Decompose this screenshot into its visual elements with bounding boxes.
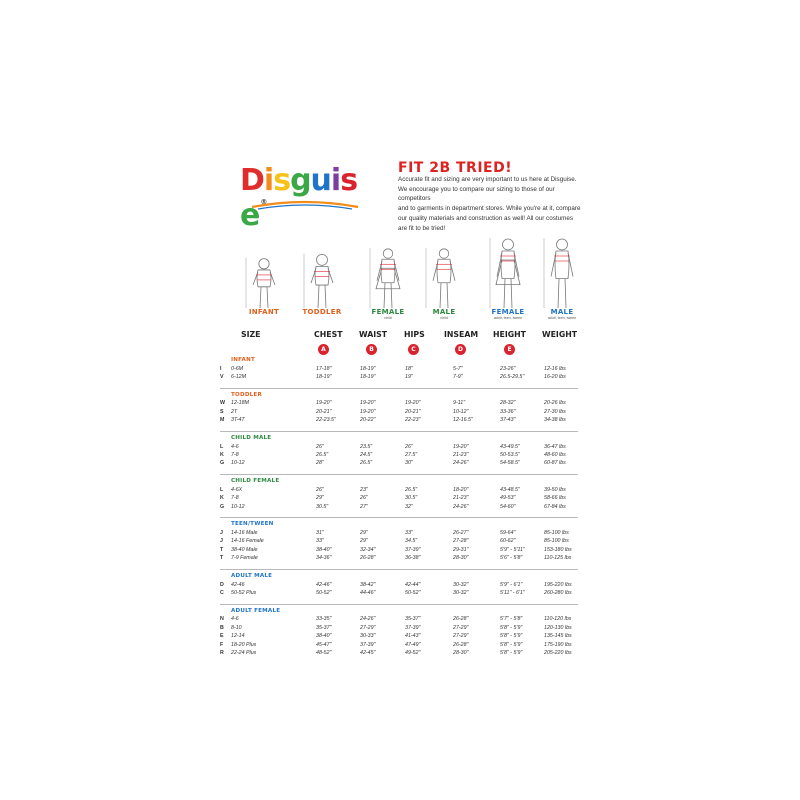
cell-hips: 34.5" <box>405 538 418 545</box>
cell-weight: 27-30 lbs <box>544 408 566 415</box>
section-divider <box>220 517 578 518</box>
measurement-badge: E <box>504 344 515 355</box>
size-code: F <box>220 641 224 648</box>
cell-hips: 41-43" <box>405 633 421 640</box>
figure-male <box>416 238 472 320</box>
size-code: I <box>220 365 222 372</box>
cell-inseam: 26-28" <box>453 641 469 648</box>
size-code: T <box>220 546 224 553</box>
cell-size: 0-6M <box>231 365 244 372</box>
cell-chest: 26" <box>316 486 324 493</box>
cell-inseam: 24-26" <box>453 503 469 510</box>
fit-intro-line: Accurate fit and sizing are very important to us here at Disguise. <box>398 176 577 183</box>
section-title: CHILD MALE <box>231 435 272 441</box>
cell-waist: 19-20" <box>360 408 376 415</box>
cell-waist: 18-19" <box>360 373 376 380</box>
cell-waist: 27" <box>360 503 368 510</box>
cell-waist: 37-39" <box>360 641 376 648</box>
cell-weight: 39-50 lbs <box>544 486 566 493</box>
cell-chest: 38-40" <box>316 546 332 553</box>
section-title: TEEN/TWEEN <box>231 521 274 528</box>
cell-inseam: 12-16.5" <box>453 417 473 424</box>
cell-waist: 26" <box>360 495 368 502</box>
cell-waist: 30-33" <box>360 633 376 640</box>
section-title: ADULT FEMALE <box>231 607 281 614</box>
cell-size: 50-52 Plus <box>231 589 257 596</box>
cell-inseam: 30-32" <box>453 589 469 596</box>
cell-hips: 37-39" <box>405 624 421 631</box>
size-code: V <box>220 373 224 380</box>
cell-chest: 42-46" <box>316 581 332 588</box>
cell-hips: 19" <box>405 373 413 380</box>
section-divider <box>220 431 578 432</box>
size-code: J <box>220 538 223 545</box>
cell-hips: 49-52" <box>405 649 421 656</box>
registered-mark: ® <box>260 198 267 206</box>
cell-chest: 29" <box>316 495 324 502</box>
cell-hips: 26.5" <box>405 486 418 493</box>
cell-hips: 30.5" <box>405 495 418 502</box>
cell-hips: 18" <box>405 365 413 372</box>
size-code: J <box>220 529 223 536</box>
cell-waist: 18-19" <box>360 365 376 372</box>
cell-height: 5'7" - 5'8" <box>500 616 523 623</box>
cell-size: 7-8 <box>231 495 239 502</box>
figure-sublabel: adult, teen, tween <box>547 316 577 320</box>
table-row <box>220 616 580 624</box>
section-title: INFANT <box>231 357 255 363</box>
cell-weight: 20-26 lbs <box>544 400 566 407</box>
cell-size: 2T <box>231 408 238 415</box>
column-header: SIZE <box>241 330 261 339</box>
cell-hips: 33" <box>405 529 413 536</box>
cell-hips: 35-37" <box>405 616 421 623</box>
cell-inseam: 28-30" <box>453 555 469 562</box>
cell-waist: 29" <box>360 529 368 536</box>
cell-weight: 16-20 lbs <box>544 373 566 380</box>
cell-inseam: 29-31" <box>453 546 469 553</box>
cell-height: 50-53.5" <box>500 451 520 458</box>
section-divider <box>220 604 578 605</box>
table-row <box>220 642 580 650</box>
cell-chest: 48-52" <box>316 649 332 656</box>
measurement-badge: A <box>318 344 329 355</box>
size-code: D <box>220 581 224 588</box>
column-header: CHEST <box>314 330 343 339</box>
cell-waist: 27-29" <box>360 624 376 631</box>
cell-height: 5'8" - 5'9" <box>500 624 523 631</box>
cell-hips: 30" <box>405 460 413 467</box>
cell-hips: 32" <box>405 503 413 510</box>
measurement-badge: C <box>408 344 419 355</box>
size-code: G <box>220 503 225 510</box>
cell-inseam: 19-20" <box>453 443 469 450</box>
cell-hips: 20-21" <box>405 408 421 415</box>
cell-weight: 153-180 lbs <box>544 546 572 553</box>
fit-intro-line: We encourage you to compare our sizing to those of our competitors <box>398 185 555 203</box>
cell-chest: 45-47" <box>316 641 332 648</box>
fit-intro-line: and to garments in department stores. While you're at it, compare <box>398 205 581 213</box>
cell-waist: 20-22" <box>360 417 376 424</box>
cell-waist: 24-26" <box>360 616 376 623</box>
section-title: TODDLER <box>231 391 262 398</box>
body-outline-icon <box>368 238 408 308</box>
cell-inseam: 30-32" <box>453 581 469 588</box>
cell-height: 60-62" <box>500 538 516 545</box>
size-code: W <box>220 400 225 407</box>
table-row <box>220 400 580 408</box>
logo-letter: i <box>263 163 274 198</box>
cell-waist: 32-34" <box>360 546 376 553</box>
column-header: WAIST <box>359 330 388 339</box>
cell-size: 7-8 <box>231 451 239 458</box>
cell-height: 5'9" - 5'11" <box>500 546 525 553</box>
table-row <box>220 374 580 382</box>
cell-hips: 22-23" <box>405 417 421 424</box>
logo-letter: e <box>240 198 260 233</box>
cell-size: 22-24 Plus <box>231 649 257 656</box>
cell-height: 5'8" - 5'9" <box>500 641 523 648</box>
cell-inseam: 7-9" <box>453 373 463 380</box>
table-row <box>220 409 580 417</box>
cell-hips: 19-20" <box>405 400 421 407</box>
cell-weight: 110-120 lbs <box>544 616 572 623</box>
logo-wordmark <box>240 163 370 233</box>
section-divider <box>220 388 578 389</box>
section-divider <box>220 569 578 570</box>
figure-label: TODDLER <box>302 308 342 316</box>
cell-size: 6-12M <box>231 373 247 380</box>
cell-size: 4-6 <box>231 443 239 450</box>
cell-hips: 26" <box>405 443 413 450</box>
body-outline-icon <box>488 238 528 308</box>
cell-inseam: 27-29" <box>453 633 469 640</box>
size-code: L <box>220 443 224 450</box>
cell-weight: 175-190 lbs <box>544 641 572 648</box>
measurement-badge: B <box>366 344 377 355</box>
table-row <box>220 487 580 495</box>
cell-inseam: 10-12" <box>453 408 469 415</box>
cell-hips: 27.5" <box>405 451 418 458</box>
cell-size: 14-16 Male <box>231 529 258 536</box>
section-divider <box>220 474 578 475</box>
cell-chest: 18-19" <box>316 373 332 380</box>
cell-height: 26.5-29.5" <box>500 373 525 380</box>
cell-chest: 26" <box>316 443 324 450</box>
cell-weight: 205-220 lbs <box>544 649 572 656</box>
cell-inseam: 5-7" <box>453 365 463 372</box>
size-code: T <box>220 555 224 562</box>
table-row <box>220 582 580 590</box>
table-row <box>220 366 580 374</box>
cell-chest: 31" <box>316 529 324 536</box>
cell-weight: 34-38 lbs <box>544 417 566 424</box>
cell-size: 10-12 <box>231 503 245 510</box>
cell-height: 23-26" <box>500 365 516 372</box>
fit-intro-line: our quality materials and construction as well! All our costumes <box>398 214 573 222</box>
cell-size: 4-6X <box>231 486 243 493</box>
cell-height: 43-48.5" <box>500 486 520 493</box>
cell-chest: 17-18" <box>316 365 332 372</box>
size-code: R <box>220 649 224 656</box>
cell-chest: 33-35" <box>316 616 332 623</box>
cell-hips: 50-52" <box>405 589 421 596</box>
column-header: INSEAM <box>444 330 479 339</box>
logo-letter: s <box>340 163 358 198</box>
size-code: C <box>220 589 224 596</box>
cell-size: 18-20 Plus <box>231 641 257 648</box>
logo-letter: s <box>273 163 291 198</box>
body-outline-icon <box>244 238 284 308</box>
cell-height: 5'8" - 5'9" <box>500 649 523 656</box>
cell-chest: 38-40" <box>316 633 332 640</box>
cell-chest: 34-36" <box>316 555 332 562</box>
cell-size: 14-16 Female <box>231 538 264 545</box>
table-row <box>220 495 580 503</box>
table-row <box>220 555 580 563</box>
cell-height: 5'9" - 6'1" <box>500 581 523 588</box>
table-row <box>220 444 580 452</box>
table-row <box>220 590 580 598</box>
size-code: K <box>220 451 224 458</box>
measurement-badge: D <box>455 344 466 355</box>
body-figures <box>236 238 584 320</box>
cell-weight: 60-87 lbs <box>544 460 566 467</box>
cell-chest: 20-21" <box>316 408 332 415</box>
cell-hips: 37-39" <box>405 546 421 553</box>
table-row <box>220 504 580 512</box>
cell-waist: 23" <box>360 486 368 493</box>
fit-intro-text <box>398 175 583 233</box>
figure-infant <box>236 238 292 320</box>
cell-weight: 260-280 lbs <box>544 589 572 596</box>
logo-letter: D <box>240 163 264 198</box>
cell-height: 5'6" - 5'8" <box>500 555 523 562</box>
table-row <box>220 633 580 641</box>
table-row <box>220 530 580 538</box>
cell-chest: 28" <box>316 460 324 467</box>
cell-waist: 23.5" <box>360 443 373 450</box>
cell-inseam: 27-29" <box>453 624 469 631</box>
table-row <box>220 417 580 425</box>
cell-height: 49-53" <box>500 495 516 502</box>
column-header: HIPS <box>404 330 425 339</box>
cell-weight: 110-125 lbs <box>544 555 572 562</box>
cell-hips: 36-38" <box>405 555 421 562</box>
figure-label: MALE <box>550 308 574 316</box>
cell-weight: 12-16 lbs <box>544 365 566 372</box>
cell-size: 12-18M <box>231 400 249 407</box>
size-code: K <box>220 495 224 502</box>
figure-label: FEMALE <box>371 308 405 316</box>
fit-intro-line: are fit to be tried! <box>398 224 446 232</box>
table-row <box>220 452 580 460</box>
cell-size: 12-14 <box>231 633 245 640</box>
cell-hips: 47-49" <box>405 641 421 648</box>
body-outline-icon <box>424 238 464 308</box>
cell-size: 4-6 <box>231 616 239 623</box>
figure-label: INFANT <box>248 308 280 316</box>
cell-waist: 24.5" <box>360 451 373 458</box>
cell-height: 5'8" - 5'9" <box>500 633 523 640</box>
size-code: L <box>220 486 224 493</box>
cell-weight: 36-47 lbs <box>544 443 566 450</box>
size-code: G <box>220 460 225 467</box>
cell-inseam: 18-20" <box>453 486 469 493</box>
cell-chest: 26.5" <box>316 451 329 458</box>
logo-letter: u <box>310 163 331 198</box>
cell-waist: 26.5" <box>360 460 373 467</box>
disguise-logo <box>240 163 370 233</box>
size-code: S <box>220 408 224 415</box>
cell-weight: 195-220 lbs <box>544 581 572 588</box>
cell-height: 5'11" - 6'1" <box>500 589 525 596</box>
table-row <box>220 650 580 658</box>
cell-inseam: 28-30" <box>453 649 469 656</box>
cell-inseam: 9-11" <box>453 400 466 407</box>
cell-chest: 19-20" <box>316 400 332 407</box>
cell-weight: 120-130 lbs <box>544 624 572 631</box>
table-row <box>220 547 580 555</box>
cell-inseam: 21-23" <box>453 451 469 458</box>
figure-toddler <box>294 238 350 320</box>
cell-waist: 44-46" <box>360 589 376 596</box>
cell-waist: 19-20" <box>360 400 376 407</box>
cell-inseam: 21-23" <box>453 495 469 502</box>
figure-sublabel: child <box>440 316 448 320</box>
body-outline-icon <box>302 238 342 308</box>
cell-size: 7-9 Female <box>231 555 258 562</box>
fit-title: FIT 2B TRIED! <box>398 160 513 176</box>
cell-height: 59-64" <box>500 529 516 536</box>
cell-size: 3T-4T <box>231 417 245 424</box>
figure-female <box>360 238 416 320</box>
cell-waist: 29" <box>360 538 368 545</box>
cell-weight: 135-145 lbs <box>544 633 572 640</box>
cell-weight: 58-66 lbs <box>544 495 566 502</box>
logo-letter: g <box>290 163 311 198</box>
table-row <box>220 460 580 468</box>
cell-chest: 33" <box>316 538 324 545</box>
cell-waist: 42-45" <box>360 649 376 656</box>
figure-label: MALE <box>432 308 456 316</box>
cell-height: 33-36" <box>500 408 516 415</box>
figure-sublabel: child <box>384 316 392 320</box>
cell-size: 10-12 <box>231 460 245 467</box>
figure-sublabel: adult, teen, tween <box>493 316 523 320</box>
figure-label: FEMALE <box>491 308 525 316</box>
size-code: B <box>220 624 224 631</box>
body-outline-icon <box>542 238 582 308</box>
cell-chest: 35-37" <box>316 624 332 631</box>
logo-letter: i <box>330 163 341 198</box>
figure-male <box>534 238 590 320</box>
cell-inseam: 26-28" <box>453 616 469 623</box>
size-code: N <box>220 616 224 623</box>
cell-inseam: 26-27" <box>453 529 469 536</box>
cell-weight: 48-60 lbs <box>544 451 566 458</box>
cell-chest: 30.5" <box>316 503 329 510</box>
cell-inseam: 24-26" <box>453 460 469 467</box>
column-header: WEIGHT <box>542 330 578 339</box>
cell-weight: 67-84 lbs <box>544 503 566 510</box>
cell-hips: 42-44" <box>405 581 421 588</box>
logo-swoosh <box>250 199 360 211</box>
section-title: ADULT MALE <box>231 573 273 579</box>
cell-size: 42-46 <box>231 581 245 588</box>
cell-chest: 50-52" <box>316 589 332 596</box>
cell-waist: 38-42" <box>360 581 376 588</box>
table-row <box>220 538 580 546</box>
table-row <box>220 625 580 633</box>
cell-weight: 85-100 lbs <box>544 529 569 536</box>
cell-height: 43-49.5" <box>500 443 520 450</box>
cell-height: 54-60" <box>500 503 516 510</box>
size-code: M <box>220 417 225 424</box>
cell-size: 8-10 <box>231 624 242 631</box>
cell-inseam: 27-28" <box>453 538 469 545</box>
section-title: CHILD FEMALE <box>231 478 280 485</box>
figure-female <box>480 238 536 320</box>
size-code: E <box>220 633 224 640</box>
cell-height: 37-43" <box>500 417 516 424</box>
cell-waist: 26-28" <box>360 555 376 562</box>
cell-weight: 85-100 lbs <box>544 538 569 545</box>
cell-height: 54-58.5" <box>500 460 520 467</box>
cell-chest: 22-23.5" <box>316 417 336 424</box>
cell-size: 38-40 Male <box>231 546 258 553</box>
cell-height: 28-32" <box>500 400 516 407</box>
column-header: HEIGHT <box>493 330 526 339</box>
